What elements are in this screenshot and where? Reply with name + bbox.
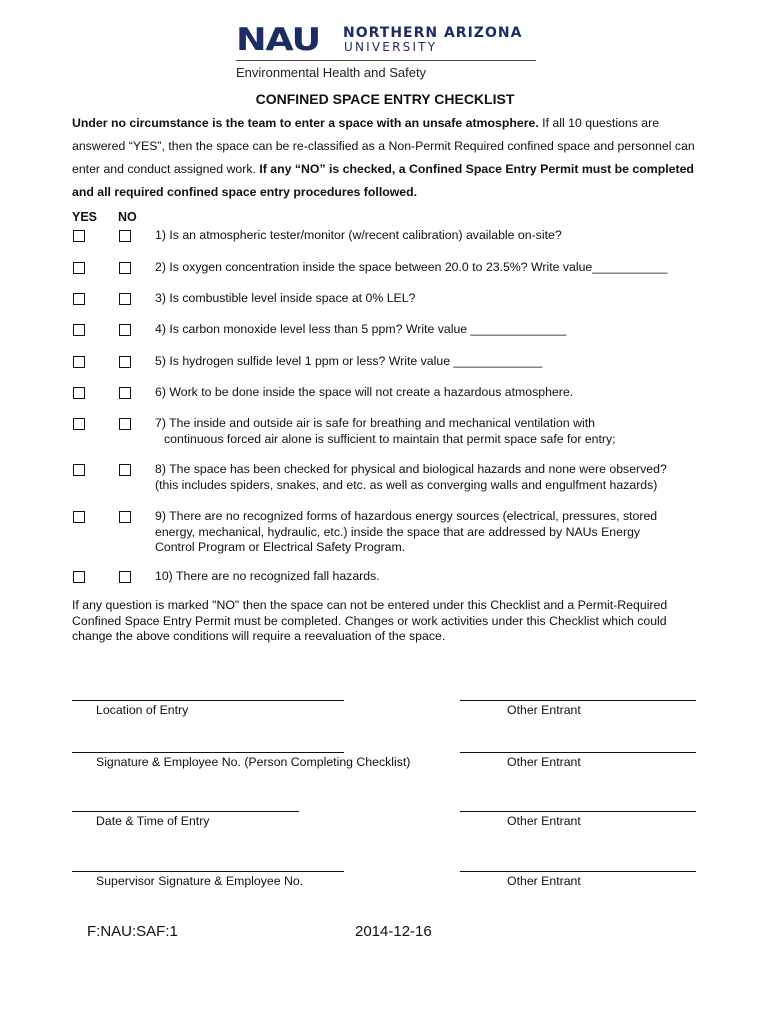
question-line: continuous forced air alone is sufficient to maintain that permit space safe for entry; [164,431,616,446]
intro-warning: Under no circumstance is the team to enter a space with an unsafe atmosphere. [72,116,539,130]
yes-checkbox[interactable] [73,262,85,274]
question-text [155,228,715,244]
yes-checkbox[interactable] [73,464,85,476]
no-checkbox[interactable] [119,324,131,336]
yes-column-header: YES [72,210,98,224]
other-entrant-label: Other Entrant [507,874,581,888]
yes-checkbox[interactable] [73,293,85,305]
signature-label: Location of Entry [96,703,189,717]
no-checkbox[interactable] [119,511,131,523]
logo-divider [236,60,536,61]
no-checkbox[interactable] [119,230,131,242]
signature-label: Date & Time of Entry [96,814,210,828]
yes-checkbox[interactable] [73,418,85,430]
other-entrant-line[interactable] [460,811,696,812]
question-line: 5) Is hydrogen sulfide level 1 ppm or less? Write value _____________ [155,354,543,368]
question-line: 4) Is carbon monoxide level less than 5 ppm? Write value ______________ [155,322,567,336]
other-entrant-line[interactable] [460,871,696,872]
nau-logo-mark: NAU [236,22,320,58]
question-text [155,354,715,370]
other-entrant-line[interactable] [460,752,696,753]
no-checkbox[interactable] [119,464,131,476]
question-line: 7) The inside and outside air is safe for breathing and mechanical ventilation with [155,416,595,430]
signature-line[interactable] [72,700,344,701]
question-text [155,569,715,585]
question-line: 6) Work to be done inside the space will not create a hazardous atmosphere. [155,385,574,399]
question-line: 10) There are no recognized fall hazards. [155,569,380,583]
logo-university-name-top: NORTHERN ARIZONA [343,25,523,41]
no-checkbox[interactable] [119,356,131,368]
question-line: Control Program or Electrical Safety Program. [155,540,406,554]
question-line: 1) Is an atmospheric tester/monitor (w/recent calibration) available on-site? [155,228,562,242]
question-line: 9) There are no recognized forms of hazardous energy sources (electrical, pressures, stored [155,509,658,523]
yes-checkbox[interactable] [73,387,85,399]
intro-text: If all 10 questions are answered “YES”, then the space can be re-classified as a Non-Permit Required confined space and personnel can enter and conduct assigned work. [72,116,695,176]
document-title: CONFINED SPACE ENTRY CHECKLIST [255,91,515,107]
question-line: 3) Is combustible level inside space at 0% LEL? [155,291,416,305]
form-id: F:NAU:SAF:1 [87,923,178,940]
question-line: energy, mechanical, hydraulic, etc.) inside the space that are addressed by NAUs Energy [155,524,641,539]
no-checkbox[interactable] [119,418,131,430]
question-text [155,291,715,307]
yes-checkbox[interactable] [73,356,85,368]
question-text [155,462,715,493]
other-entrant-label: Other Entrant [507,814,581,828]
signature-line[interactable] [72,752,344,753]
intro-instruction: If any “NO” is checked, a Confined Space Entry Permit must be completed and all required confined space entry procedures followed. [72,162,694,199]
signature-label: Supervisor Signature & Employee No. [96,874,304,888]
yes-checkbox[interactable] [73,571,85,583]
intro-paragraph [72,112,712,204]
logo-university-name-bottom: UNIVERSITY [344,40,438,54]
question-text [155,416,715,447]
yes-checkbox[interactable] [73,230,85,242]
no-checkbox[interactable] [119,387,131,399]
other-entrant-line[interactable] [460,700,696,701]
question-line: 2) Is oxygen concentration inside the space between 20.0 to 23.5%? Write value___________ [155,260,668,274]
question-line: (this includes spiders, snakes, and etc. as well as converging walls and engulfment hazards) [155,477,658,492]
signature-line[interactable] [72,811,299,812]
closing-paragraph: If any question is marked "NO" then the space can not be entered under this Checklist and a Permit-Required Confined Space Entry Permit must be completed. Changes or work activities under this Checklist which could change the above conditions will require a reevaluation of the space. [72,598,668,643]
no-checkbox[interactable] [119,262,131,274]
yes-checkbox[interactable] [73,511,85,523]
other-entrant-label: Other Entrant [507,703,581,717]
no-checkbox[interactable] [119,293,131,305]
revision-date: 2014-12-16 [355,923,432,940]
no-checkbox[interactable] [119,571,131,583]
question-text [155,322,715,338]
no-column-header: NO [118,210,137,224]
question-text [155,509,715,556]
department-name: Environmental Health and Safety [236,65,427,80]
signature-label: Signature & Employee No. (Person Completing Checklist) [96,755,411,769]
question-text [155,385,715,401]
other-entrant-label: Other Entrant [507,755,581,769]
yes-checkbox[interactable] [73,324,85,336]
question-text [155,260,715,276]
question-line: 8) The space has been checked for physical and biological hazards and none were observed? [155,462,667,476]
signature-line[interactable] [72,871,344,872]
